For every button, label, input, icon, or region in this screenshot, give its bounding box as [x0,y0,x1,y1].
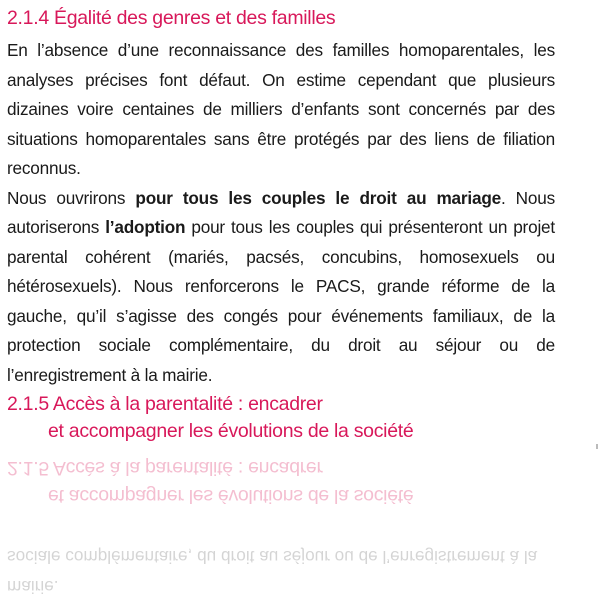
reflection-heading-line-1: 2.1.5 Accès à la parentalité : encadrer [7,457,323,479]
paragraph-2-part-a: Nous ouvrirons [7,187,136,208]
reflection-mairie: mairie. [7,577,59,597]
reflection-heading-line-2: et accompagner les évolutions de la société [48,485,414,507]
paragraph-2-part-c: pour tous les couples qui présenteront un projet parental cohérent (mariés, pacsés, concubins, homosexuels ou hétérosexuels). Nous renforcerons le PACS, grande réforme de la gauche, qu’il s’agisse des congés pour événements familiaux, de la protection sociale complémentaire, du droit au séjour ou de l’enregistrement à la mairie. [7,217,555,385]
heading-reflection [0,449,600,507]
body-reflection [0,537,600,597]
section-body [7,36,555,390]
emphasis-adoption: l’adoption [105,217,186,237]
section-heading-2-1-5: 2.1.5 Accès à la parentalité : encadrer [7,393,323,415]
section-heading-2-1-4: 2.1.4 Égalité des genres et des familles [7,7,336,29]
paragraph-2-part-b: . Nous autoriserons [7,187,555,237]
paragraph-1: En l’absence d’une reconnaissance des familles homoparentales, les analyses précises font défaut. On estime cependant que plusieurs dizaines voire centaines de milliers d’enfants sont concernés par des situations homoparentales sans être protégés par des liens de filiation reconnus. [7,40,555,178]
emphasis-mariage: pour tous les couples le droit au mariage [135,187,501,208]
reflection-sociale: sociale complémentaire, du droit au séjour ou de l’enregistrement à la [7,547,538,567]
page-edge-mark [596,444,598,449]
paragraph-2 [7,184,555,391]
section-heading-2-1-5-line-2: et accompagner les évolutions de la société [48,420,414,442]
